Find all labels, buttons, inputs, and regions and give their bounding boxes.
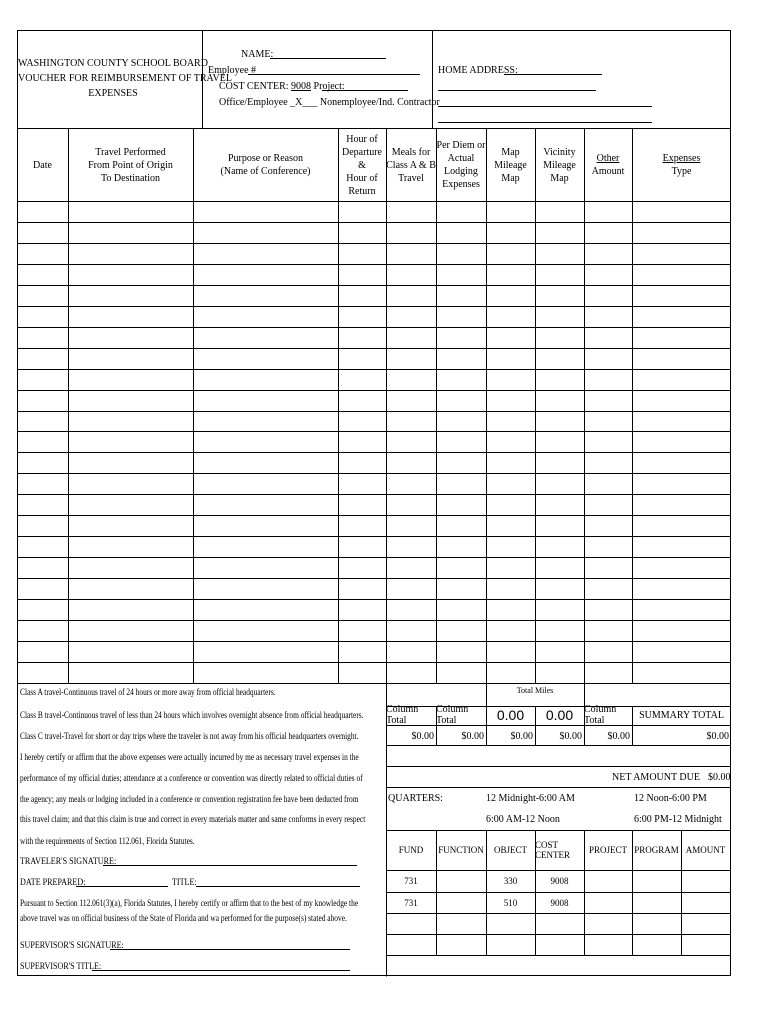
account-header: OBJECT — [493, 845, 527, 855]
class-a-text: Class A travel-Continuous travel of 24 hours or more away from official headquarters. — [20, 688, 276, 698]
class-c-text: Class C travel-Travel for short or day trips where the traveler is not away from his official headquarters overnight. — [20, 732, 359, 742]
total-vicinity: $0.00 — [559, 730, 582, 742]
total-other: $0.00 — [607, 730, 630, 742]
account-cell[interactable]: 510 — [503, 897, 518, 908]
org-line-1: WASHINGTON COUNTY SCHOOL BOARD — [18, 58, 208, 69]
account-cell[interactable]: 731 — [404, 897, 418, 908]
org-line-2: VOUCHER FOR REIMBURSEMENT OF TRAVEL — [18, 73, 232, 84]
class-b-text: Class B travel-Continuous travel of less than 24 hours which involves overnight absence from official headquarters. — [20, 711, 364, 721]
traveler-signature-field[interactable] — [103, 865, 357, 866]
account-cell[interactable]: 9008 — [550, 876, 569, 886]
col-map-mileage: Map Mileage Map — [494, 146, 527, 184]
account-cell[interactable] — [681, 913, 730, 934]
supervisor-title-label: SUPERVISOR'S TITLE: — [20, 962, 102, 972]
total-miles-label: Total Miles — [516, 686, 554, 695]
cost-center-label: COST CENTER: — [219, 81, 289, 92]
name-label: NAME: — [241, 49, 274, 60]
summary-total-label: SUMMARY TOTAL — [639, 709, 724, 721]
col-expenses: Expenses Type — [662, 153, 701, 177]
supervisor-title-field[interactable] — [92, 970, 350, 971]
net-amount-label: NET AMOUNT DUE — [612, 772, 700, 783]
summary-total-value: $0.00 — [706, 730, 729, 742]
account-header: FUNCTION — [438, 845, 484, 855]
account-cell[interactable] — [386, 913, 436, 934]
supervisor-signature-field[interactable] — [110, 949, 350, 950]
column-total-2: Column Total — [436, 704, 469, 726]
account-cell[interactable] — [584, 870, 632, 892]
supervisor-signature-label: SUPERVISOR'S SIGNATURE: — [20, 941, 124, 951]
account-cell[interactable] — [436, 892, 486, 913]
total-miles-map: 0.00 — [496, 707, 525, 723]
col-meals: Meals for Class A & B Travel — [386, 146, 436, 184]
account-cell[interactable] — [584, 892, 632, 913]
account-cell[interactable]: 9008 — [550, 897, 569, 908]
account-header: PROGRAM — [634, 845, 679, 855]
account-cell[interactable]: 731 — [404, 876, 418, 886]
account-cell[interactable] — [632, 913, 681, 934]
home-address-label: HOME ADDRESS: — [438, 65, 518, 76]
column-total-1: Column Total — [386, 704, 419, 726]
net-amount-value: $0.00 — [708, 772, 731, 783]
col-hour: Hour of Departure & Hour of Return — [342, 133, 382, 197]
certify-line-1: I hereby certify or affirm that the above expenses were actually incurred by me as necessary travel expenses in the — [20, 753, 359, 763]
account-cell[interactable] — [681, 892, 730, 913]
quarter-3: 6:00 AM-12 Noon — [486, 814, 560, 825]
col-vicinity: Vicinity Mileage Map — [543, 146, 576, 184]
account-header: FUND — [398, 845, 424, 855]
pursuant-line-1: Pursuant to Section 112.061(3)(a), Florida Statutes, I hereby certify or affirm that to the best of my knowledge the — [20, 899, 359, 909]
employee-label: Employee # — [208, 65, 257, 76]
certify-line-2: performance of my official duties; attendance at a conference or convention was directly related to official duties of — [20, 774, 363, 784]
account-cell[interactable] — [584, 913, 632, 934]
col-other: Other Amount — [591, 153, 625, 177]
account-cell[interactable] — [632, 870, 681, 892]
account-cell[interactable] — [535, 913, 584, 934]
account-cell[interactable] — [436, 870, 486, 892]
total-map: $0.00 — [510, 730, 533, 742]
certify-line-5: with the requirements of Section 112.061, Florida Statutes. — [20, 837, 195, 847]
date-prepared-label: DATE PREPARED: — [20, 878, 86, 888]
quarter-2: 12 Noon-6:00 PM — [634, 793, 707, 804]
certify-line-3: the agency; any meals or lodging included in a conference or convention registration fee have been deducted from — [20, 795, 359, 805]
account-cell[interactable] — [486, 913, 535, 934]
col-perdiem: Per Diem or Actual Lodging Expenses — [436, 140, 486, 190]
account-header: COST CENTER — [535, 840, 570, 860]
title-field[interactable] — [196, 886, 360, 887]
account-cell[interactable] — [681, 870, 730, 892]
total-miles-vicinity: 0.00 — [545, 707, 574, 723]
cost-center-value: 9008 — [291, 81, 312, 92]
col-purpose: Purpose or Reason (Name of Conference) — [220, 153, 311, 177]
account-cell[interactable]: 330 — [503, 876, 518, 886]
project-label: Project: — [313, 81, 345, 92]
title-label: TITLE: — [172, 878, 197, 888]
account-header: AMOUNT — [685, 845, 726, 855]
column-total-3: Column Total — [584, 704, 617, 726]
pursuant-line-2: above travel was on official business of the State of Florida and wa performed for the purpose(s) stated above. — [20, 914, 347, 924]
office-employee-label: Office/Employee _X___ Nonemployee/Ind. Contractor ______ — [219, 97, 473, 108]
total-meals: $0.00 — [411, 730, 434, 742]
quarter-1: 12 Midnight-6:00 AM — [486, 793, 575, 804]
account-cell[interactable] — [436, 913, 486, 934]
col-date: Date — [33, 159, 52, 171]
certify-line-4: this travel claim; and that this claim is true and correct in every materials matter and same conforms in every respect — [20, 815, 366, 825]
org-line-3: EXPENSES — [88, 88, 138, 99]
account-header: PROJECT — [588, 845, 627, 855]
col-travel: Travel Performed From Point of Origin To Destination — [88, 146, 173, 184]
total-perdiem: $0.00 — [461, 730, 484, 742]
quarters-label: QUARTERS: — [388, 793, 443, 804]
traveler-signature-label: TRAVELER'S SIGNATURE: — [20, 857, 117, 867]
account-cell[interactable] — [632, 892, 681, 913]
quarter-4: 6:00 PM-12 Midnight — [634, 814, 722, 825]
date-prepared-field[interactable] — [76, 886, 168, 887]
